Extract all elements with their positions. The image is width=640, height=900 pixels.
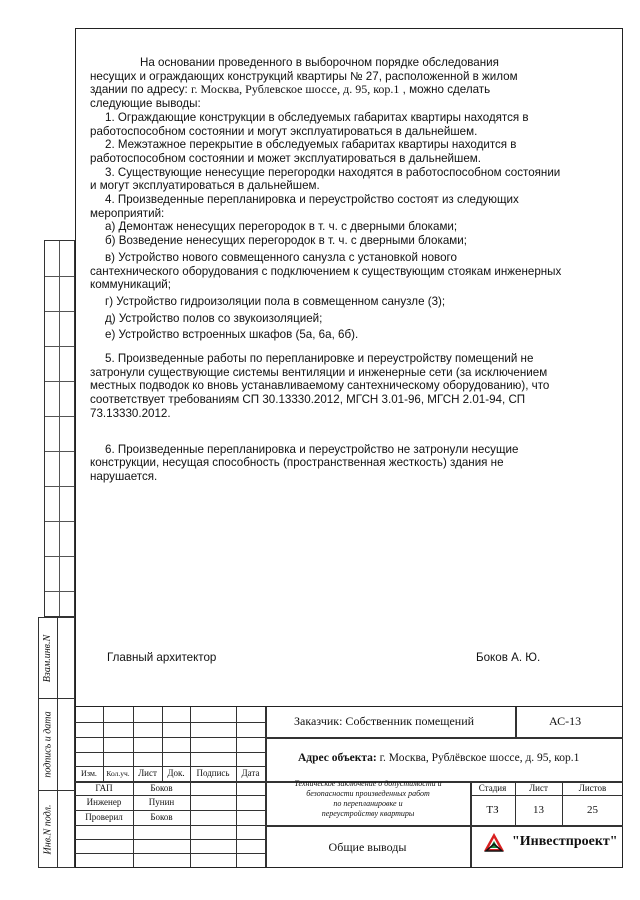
sheet-label: Лист — [529, 783, 548, 793]
header-podpis: Подпись — [196, 768, 230, 778]
conclusion-5-cont: 73.13330.2012. — [90, 406, 171, 420]
stage-value: ТЗ — [486, 804, 499, 816]
conclusion-1: 1. Ограждающие конструкции в обследуемых габаритах квартиры находятся в — [105, 110, 529, 124]
document-code: АС-13 — [549, 714, 582, 728]
signature-name: Боков А. Ю. — [476, 651, 541, 664]
header-izm: Изм. — [81, 769, 97, 778]
conclusion-6: 6. Произведенные перепланировка и переустройство не затронули несущие — [105, 442, 519, 456]
sheets-label: Листов — [578, 783, 607, 793]
list-item-v-cont: коммуникаций; — [90, 278, 171, 292]
list-item-v-cont: сантехнического оборудования с подключением к существующим стоякам инженерных — [90, 264, 562, 278]
header-kol-uch: Кол.уч. — [106, 769, 130, 778]
object-address-field: Адрес объекта: г. Москва, Рублёвское шоссе, д. 95, кор.1 — [298, 752, 580, 764]
name-gap: Боков — [150, 783, 173, 793]
sheets-value: 25 — [587, 804, 598, 816]
header-dok: Док. — [167, 768, 185, 778]
company-name: "Инвестпроект" — [512, 834, 618, 849]
conclusion-4: 4. Произведенные перепланировка и переустройство состоят из следующих — [105, 193, 519, 207]
name-checker: Боков — [150, 812, 173, 822]
header-list: Лист — [138, 768, 157, 778]
conclusion-6-cont: конструкции, несущая способность (пространственная жесткость) здания не — [90, 456, 504, 470]
conclusion-3: 3. Существующие ненесущие перегородки находятся в работоспособном состоянии — [105, 165, 561, 179]
left-margin-strip-lower — [38, 617, 75, 868]
section-title: Общие выводы — [328, 840, 407, 854]
list-item-b: б) Возведение ненесущих перегородок в т. ч. с дверными блоками; — [105, 234, 467, 248]
intro-line: На основании проведенного в выборочном порядке обследования — [140, 56, 499, 69]
vzam-inv-label: Взам.инв.N — [42, 634, 54, 682]
conclusion-1-cont: работоспособном состоянии и могут эксплуатироваться в дальнейшем. — [90, 124, 478, 138]
left-margin-strip-upper — [44, 240, 75, 617]
document-title: Техническое заключение о допустимости и безопасности произведенных работ по перепланировке и переустройству квартиры — [294, 779, 442, 818]
conclusion-2-cont: работоспособном состоянии и может эксплуатироваться в дальнейшем. — [90, 151, 481, 165]
signature-role: Главный архитектор — [107, 651, 217, 664]
sheet-value: 13 — [533, 804, 544, 816]
conclusions-text — [90, 56, 615, 484]
inv-podl-label: Инв.N подл. — [42, 804, 54, 855]
signature-date-label: подпись и дата — [42, 710, 54, 778]
stage-label: Стадия — [478, 783, 507, 793]
intro-line: следующие выводы: — [90, 97, 201, 111]
conclusion-3-cont: и могут эксплуатироваться в дальнейшем. — [90, 179, 320, 193]
conclusion-2: 2. Межэтажное перекрытие в обследуемых габаритах квартиры находится в — [105, 138, 517, 152]
intro-line: несущих и ограждающих конструкций квартиры № 27, расположенной в жилом — [90, 69, 518, 83]
list-item-e: е) Устройство встроенных шкафов (5а, 6а, 6б). — [105, 328, 359, 342]
list-item-v: в) Устройство нового совмещенного санузла с установкой нового — [105, 250, 457, 264]
conclusion-6-cont: нарушается. — [90, 469, 158, 483]
name-engineer: Пунин — [148, 797, 175, 807]
role-checker: Проверил — [85, 812, 123, 822]
intro-line: здании по адресу: г. Москва, Рублевское шоссе, д. 95, кор.1 , можно сделать — [90, 82, 491, 97]
list-item-g: г) Устройство гидроизоляции пола в совмещенном санузле (3); — [105, 294, 446, 308]
conclusion-5: 5. Произведенные работы по перепланировке и переустройству помещений не — [105, 352, 534, 366]
conclusion-5-cont: местных подводок ко вновь устанавливаемому сантехническому оборудованию), что — [90, 379, 550, 393]
company-logo-icon — [483, 832, 505, 854]
header-data: Дата — [241, 768, 260, 778]
conclusion-4-cont: мероприятий: — [90, 206, 165, 220]
list-item-a: а) Демонтаж ненесущих перегородок в т. ч. с дверными блоками; — [105, 220, 458, 234]
customer-field: Заказчик: Собственник помещений — [294, 714, 475, 728]
conclusion-5-cont: затронули существующие системы вентиляции и инженерные сети (за исключением — [90, 365, 548, 379]
object-address: г. Москва, Рублевское шоссе, д. 95, кор.1 — [190, 82, 400, 97]
conclusion-5-cont: соответствует требованиям СП 30.13330.2012, МГСН 3.01-96, МГСН 2.01-94, СП — [90, 393, 526, 407]
role-gap: ГАП — [95, 783, 113, 793]
list-item-d: д) Устройство полов со звукоизоляцией; — [105, 311, 323, 325]
role-engineer: Инженер — [86, 797, 122, 807]
